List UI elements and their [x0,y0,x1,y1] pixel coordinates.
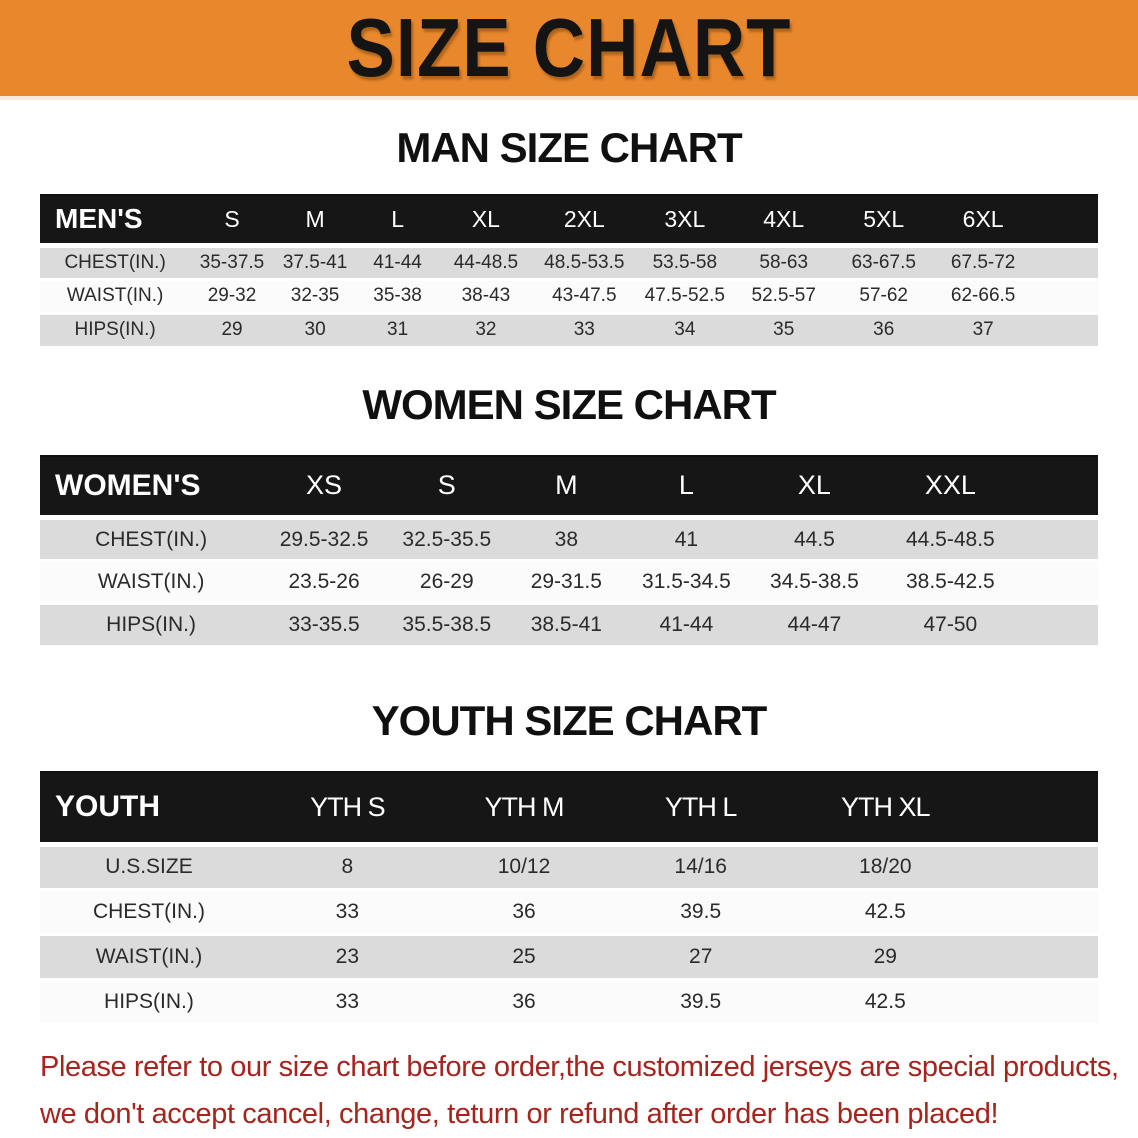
data-cell: 29-31.5 [508,561,625,604]
data-cell: 43-47.5 [533,279,636,313]
data-cell: 35-37.5 [190,245,274,279]
data-cell: 29 [190,313,274,347]
row-label: WAIST(IN.) [40,561,262,604]
row-label: CHEST(IN.) [40,245,190,279]
men-col-header: S [190,195,274,245]
women-waist-row [40,561,1098,604]
data-cell: 38-43 [439,279,533,313]
data-cell: 62-66.5 [934,279,1032,313]
men-size-table [40,194,1098,349]
data-cell: 30 [274,313,357,347]
data-cell: 38 [508,518,625,561]
data-cell: 44.5-48.5 [881,518,1020,561]
data-cell: 38.5-42.5 [881,561,1020,604]
spacer-cell [1032,195,1098,245]
youth-col-header: YTH XL [790,772,980,844]
data-cell: 36 [437,979,612,1024]
data-cell: 52.5-57 [734,279,833,313]
data-cell: 42.5 [790,889,980,934]
row-label: HIPS(IN.) [40,604,262,647]
women-header-row [40,456,1098,518]
data-cell: 44.5 [748,518,881,561]
women-col-header: XS [262,456,386,518]
size-chart-banner [0,0,1138,100]
row-label: U.S.SIZE [40,844,258,889]
spacer-cell [1032,245,1098,279]
youth-col-header: YTH M [437,772,612,844]
row-label: CHEST(IN.) [40,889,258,934]
disclaimer-note [40,1044,1138,1138]
data-cell: 53.5-58 [636,245,734,279]
data-cell: 8 [258,844,437,889]
data-cell: 35-38 [356,279,439,313]
youth-size-chart-heading: YOUTH SIZE CHART [371,697,767,744]
youth-col-header: YTH L [611,772,790,844]
data-cell: 58-63 [734,245,833,279]
data-cell: 32-35 [274,279,357,313]
spacer-cell [981,979,1098,1024]
men-chest-row [40,245,1098,279]
data-cell: 37 [934,313,1032,347]
spacer-cell [981,844,1098,889]
spacer-cell [1032,313,1098,347]
data-cell: 37.5-41 [274,245,357,279]
women-col-header: L [625,456,748,518]
data-cell: 33 [258,889,437,934]
men-col-header: M [274,195,357,245]
disclaimer-line-2: we don't accept cancel, change, teturn or refund after order has been placed! [40,1097,999,1130]
youth-ussize-row [40,844,1098,889]
data-cell: 29.5-32.5 [262,518,386,561]
data-cell: 47.5-52.5 [636,279,734,313]
data-cell: 41-44 [356,245,439,279]
youth-table-title: YOUTH [40,772,258,844]
spacer-cell [1020,518,1098,561]
data-cell: 44-47 [748,604,881,647]
youth-chest-row [40,889,1098,934]
data-cell: 32.5-35.5 [386,518,508,561]
data-cell: 33 [258,979,437,1024]
data-cell: 41-44 [625,604,748,647]
data-cell: 39.5 [611,889,790,934]
disclaimer-line-1: Please refer to our size chart before order,the customized jerseys are special products, [40,1050,1119,1083]
row-label: CHEST(IN.) [40,518,262,561]
women-size-chart-heading: WOMEN SIZE CHART [362,380,776,428]
women-hips-row [40,604,1098,647]
data-cell: 67.5-72 [934,245,1032,279]
women-size-table [40,455,1098,649]
men-col-header: 2XL [533,195,636,245]
data-cell: 42.5 [790,979,980,1024]
men-col-header: XL [439,195,533,245]
women-col-header: S [386,456,508,518]
data-cell: 14/16 [611,844,790,889]
data-cell: 34.5-38.5 [748,561,881,604]
data-cell: 27 [611,934,790,979]
data-cell: 34 [636,313,734,347]
data-cell: 44-48.5 [439,245,533,279]
spacer-cell [1020,604,1098,647]
men-hips-row [40,313,1098,347]
spacer-cell [981,889,1098,934]
men-col-header: 4XL [734,195,833,245]
data-cell: 31 [356,313,439,347]
row-label: HIPS(IN.) [40,313,190,347]
youth-col-header: YTH S [258,772,437,844]
data-cell: 35 [734,313,833,347]
youth-hips-row [40,979,1098,1024]
data-cell: 35.5-38.5 [386,604,508,647]
data-cell: 36 [437,889,612,934]
youth-waist-row [40,934,1098,979]
men-waist-row [40,279,1098,313]
data-cell: 23.5-26 [262,561,386,604]
data-cell: 10/12 [437,844,612,889]
banner-title: SIZE CHART [346,0,792,94]
row-label: WAIST(IN.) [40,934,258,979]
women-col-header: M [508,456,625,518]
data-cell: 23 [258,934,437,979]
data-cell: 47-50 [881,604,1020,647]
women-col-header: XXL [881,456,1020,518]
data-cell: 29-32 [190,279,274,313]
men-header-row [40,195,1098,245]
data-cell: 41 [625,518,748,561]
row-label: HIPS(IN.) [40,979,258,1024]
youth-size-table [40,771,1098,1026]
spacer-cell [1020,561,1098,604]
data-cell: 25 [437,934,612,979]
data-cell: 39.5 [611,979,790,1024]
women-table-title: WOMEN'S [40,456,262,518]
men-col-header: L [356,195,439,245]
data-cell: 33-35.5 [262,604,386,647]
data-cell: 38.5-41 [508,604,625,647]
data-cell: 36 [833,313,934,347]
men-table-title: MEN'S [40,195,190,245]
data-cell: 18/20 [790,844,980,889]
data-cell: 33 [533,313,636,347]
men-col-header: 3XL [636,195,734,245]
data-cell: 63-67.5 [833,245,934,279]
data-cell: 26-29 [386,561,508,604]
women-col-header: XL [748,456,881,518]
spacer-cell [981,772,1098,844]
data-cell: 48.5-53.5 [533,245,636,279]
youth-header-row [40,772,1098,844]
data-cell: 32 [439,313,533,347]
men-col-header: 6XL [934,195,1032,245]
data-cell: 29 [790,934,980,979]
spacer-cell [981,934,1098,979]
row-label: WAIST(IN.) [40,279,190,313]
man-size-chart-heading: MAN SIZE CHART [396,124,742,171]
men-col-header: 5XL [833,195,934,245]
women-chest-row [40,518,1098,561]
data-cell: 31.5-34.5 [625,561,748,604]
spacer-cell [1020,456,1098,518]
data-cell: 57-62 [833,279,934,313]
spacer-cell [1032,279,1098,313]
